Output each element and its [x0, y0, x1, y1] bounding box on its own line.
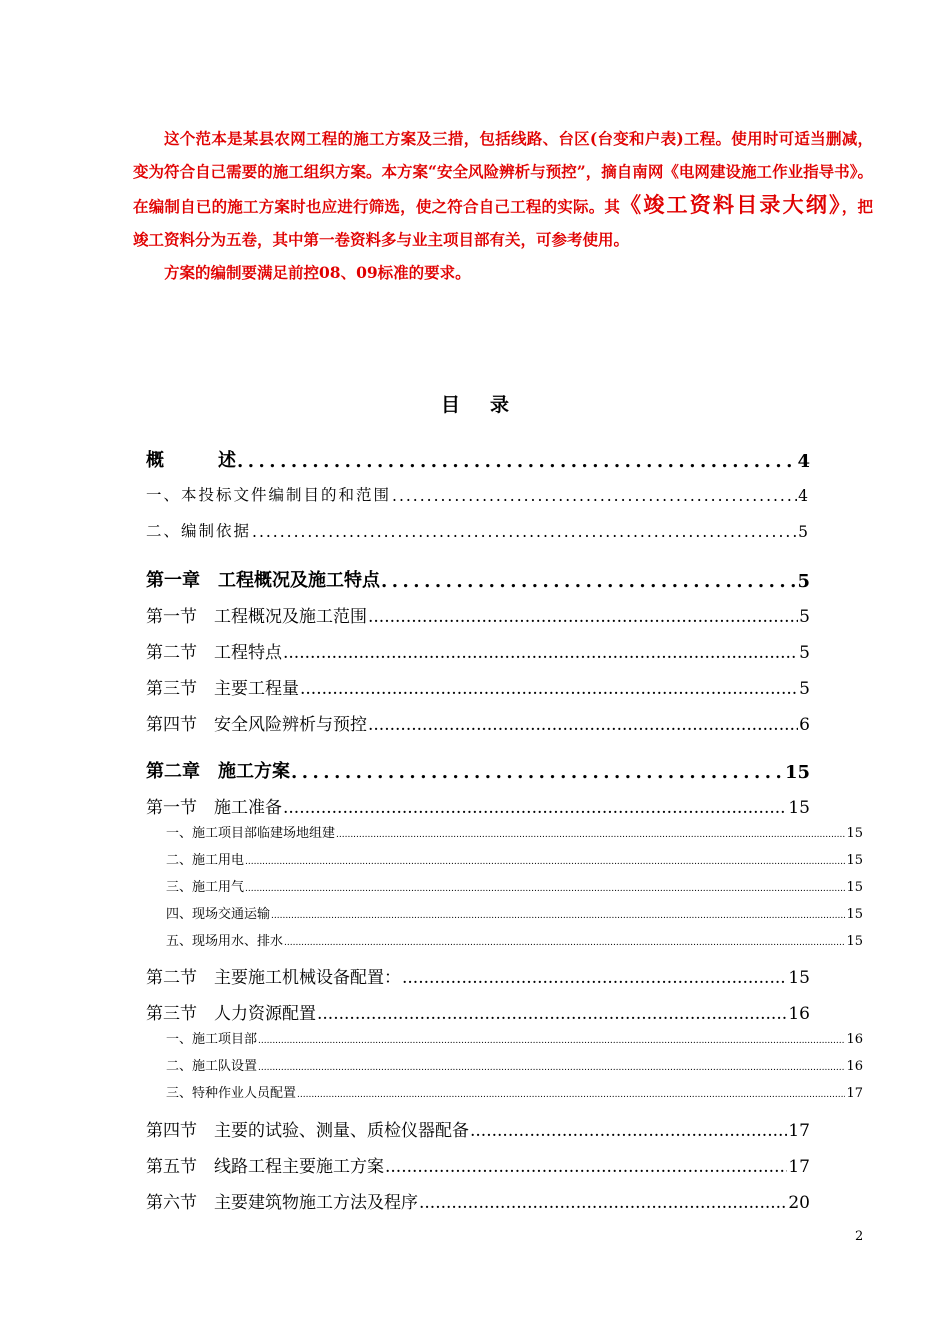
page-number: 2	[855, 1229, 864, 1244]
toc-entry[interactable]	[146, 963, 810, 988]
toc-entry[interactable]	[146, 566, 810, 592]
toc-entry[interactable]	[146, 1188, 810, 1213]
toc-entry-page: 4	[797, 451, 810, 472]
intro-highlight: 《竣工资料目录大纲》	[620, 192, 842, 217]
toc-leader	[300, 679, 798, 699]
toc-entry-page: 17	[846, 1086, 863, 1101]
toc-entry-page: 5	[799, 679, 810, 699]
toc-entry-label: 概 述	[146, 450, 236, 471]
toc-leader	[245, 880, 845, 895]
toc-entry[interactable]	[146, 446, 810, 472]
toc-entry[interactable]	[166, 1082, 863, 1101]
intro-text-2: ，把竣工资料分为五卷，其中第一卷资料多与业主项目部有关，可参考使用。	[133, 197, 873, 249]
toc-leader	[284, 934, 845, 949]
toc-entry-label: 第四节 主要的试验、测量、质检仪器配备	[146, 1121, 469, 1141]
toc-entry[interactable]	[166, 822, 863, 841]
toc-entry-page: 15	[846, 934, 863, 949]
toc-entry-label: 二、编制依据	[146, 522, 252, 540]
toc-entry[interactable]	[146, 793, 810, 818]
toc-entry-page: 16	[788, 1004, 810, 1024]
toc-entry[interactable]	[146, 638, 810, 663]
toc-leader	[392, 487, 797, 505]
intro-paragraph-2: 方案的编制要满足前控08、09标准的要求。	[164, 263, 471, 282]
toc-entry[interactable]	[166, 1028, 863, 1047]
toc-entry-label: 三、特种作业人员配置	[166, 1086, 297, 1101]
toc-entry-page: 17	[788, 1157, 810, 1177]
toc-entry[interactable]	[146, 999, 810, 1024]
toc-leader	[336, 826, 845, 841]
toc-entry[interactable]	[146, 519, 810, 541]
toc-entry-label: 二、施工用电	[166, 853, 245, 868]
toc-entry[interactable]	[146, 1116, 810, 1141]
toc-leader	[271, 907, 845, 922]
toc-leader	[368, 715, 798, 735]
toc-entry-page: 15	[846, 826, 863, 841]
toc-leader	[252, 523, 797, 541]
toc-entry-page: 15	[784, 762, 810, 783]
toc-entry-label: 第四节 安全风险辨析与预控	[146, 715, 367, 735]
toc-entry-page: 15	[846, 853, 863, 868]
toc-entry[interactable]	[146, 483, 810, 505]
toc-entry-page: 15	[788, 968, 810, 988]
toc-leader	[283, 643, 798, 663]
toc-entry-label: 一、施工项目部临建场地组建	[166, 826, 336, 841]
toc-entry[interactable]	[166, 849, 863, 868]
toc-entry-label: 第三节 主要工程量	[146, 679, 299, 699]
toc-entry-page: 6	[799, 715, 810, 735]
toc-leader	[245, 853, 845, 868]
toc-entry-label: 第五节 线路工程主要施工方案	[146, 1157, 384, 1177]
toc-leader	[291, 762, 784, 783]
toc-entry-label: 第二节 主要施工机械设备配置：	[146, 968, 401, 988]
toc-entry[interactable]	[146, 757, 810, 783]
toc-entry-page: 5	[799, 643, 810, 663]
toc-entry-page: 15	[846, 880, 863, 895]
toc-leader	[317, 1004, 787, 1024]
toc-title: 目录	[440, 394, 539, 416]
toc-entry-label: 三、施工用气	[166, 880, 245, 895]
toc-entry-page: 5	[798, 523, 810, 541]
toc-entry-page: 4	[798, 487, 810, 505]
toc-leader	[368, 607, 798, 627]
toc-entry[interactable]	[146, 710, 810, 735]
toc-entry-label: 第一章 工程概况及施工特点	[146, 570, 380, 591]
toc-entry-label: 二、施工队设置	[166, 1059, 258, 1074]
toc-entry-label: 一、本投标文件编制目的和范围	[146, 486, 392, 504]
toc-leader	[419, 1193, 787, 1213]
toc-entry-page: 5	[799, 607, 810, 627]
toc-entry[interactable]	[146, 602, 810, 627]
toc-entry-label: 五、现场用水、排水	[166, 934, 284, 949]
toc-entry-label: 第三节 人力资源配置	[146, 1004, 316, 1024]
toc-entry[interactable]	[146, 1152, 810, 1177]
toc-entry[interactable]	[166, 930, 863, 949]
intro-text-1: 这个范本是某县农网工程的施工方案及三措，包括线路、台区(台变和户表)工程。使用时可适当删减，变为符合自己需要的施工组织方案。本方案“安全风险辨析与预控”，摘自南网《电网建设施工作业指导书》。在编制自已的施工方案时也应进行筛选，使之符合自己工程的实际。其	[133, 129, 873, 216]
toc-entry-label: 第一节 施工准备	[146, 798, 282, 818]
toc-entry-page: 15	[788, 798, 810, 818]
toc-entry-label: 一、施工项目部	[166, 1032, 258, 1047]
toc-entry-label: 第二节 工程特点	[146, 643, 282, 663]
toc-entry-page: 5	[797, 571, 810, 592]
toc-leader	[385, 1157, 787, 1177]
toc-entry[interactable]	[146, 674, 810, 699]
toc-leader	[237, 451, 796, 472]
toc-entry-label: 四、现场交通运输	[166, 907, 271, 922]
toc-entry[interactable]	[166, 1055, 863, 1074]
toc-leader	[381, 571, 796, 592]
toc-entry-page: 15	[846, 907, 863, 922]
toc-entry-label: 第六节 主要建筑物施工方法及程序	[146, 1193, 418, 1213]
toc-entry-page: 16	[846, 1032, 863, 1047]
toc-leader	[470, 1121, 787, 1141]
toc-entry[interactable]	[166, 876, 863, 895]
intro-paragraph-1	[133, 122, 873, 256]
toc-leader	[297, 1086, 845, 1101]
toc-leader	[402, 968, 787, 988]
toc-entry-page: 17	[788, 1121, 810, 1141]
toc-entry-label: 第一节 工程概况及施工范围	[146, 607, 367, 627]
toc-entry-label: 第二章 施工方案	[146, 761, 290, 782]
intro-note	[133, 122, 873, 289]
toc-leader	[283, 798, 787, 818]
toc-entry-page: 20	[788, 1193, 810, 1213]
toc-leader	[258, 1059, 845, 1074]
toc-leader	[258, 1032, 845, 1047]
toc-entry[interactable]	[166, 903, 863, 922]
toc-entry-page: 16	[846, 1059, 863, 1074]
